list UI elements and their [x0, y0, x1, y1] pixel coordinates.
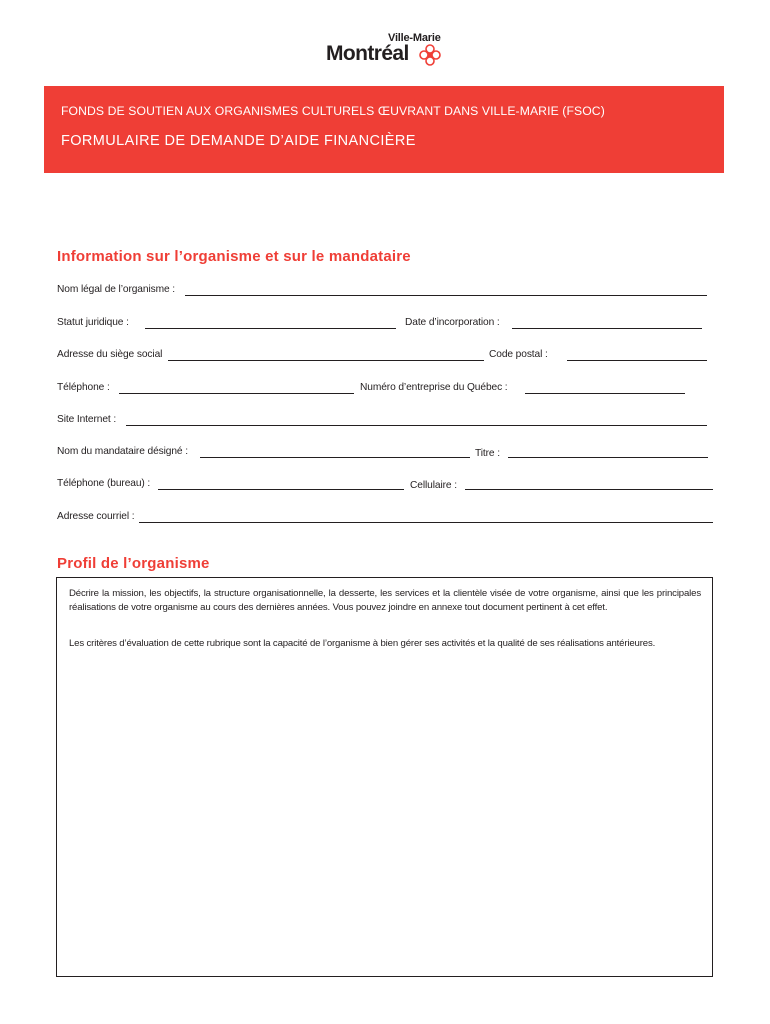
- field-label: Nom du mandataire désigné :: [57, 446, 188, 457]
- field-address: [57, 349, 712, 365]
- field-website: [57, 414, 712, 430]
- field-label: Code postal :: [489, 349, 548, 360]
- ville-marie-montreal-logo: [326, 30, 446, 74]
- postal-code-input[interactable]: [567, 360, 707, 361]
- field-label: Nom légal de l’organisme :: [57, 284, 176, 295]
- email-input[interactable]: [139, 522, 713, 523]
- field-label: Titre :: [475, 448, 500, 459]
- profile-evaluation-criteria: Les critères d’évaluation de cette rubrique sont la capacité de l’organisme à bien gérer ses activités et la qualité de ses réalisations antérieures.: [69, 638, 656, 649]
- field-label: Téléphone :: [57, 382, 110, 393]
- logo-title: Montréal: [326, 42, 409, 65]
- field-legal-status: [57, 317, 712, 333]
- title-input[interactable]: [508, 457, 708, 458]
- phone-input[interactable]: [119, 393, 354, 394]
- profile-instructions: Décrire la mission, les objectifs, la structure organisationnelle, la desserte, les services et la clientèle visée de votre organisme, ainsi que les principales réalisations de votre organisme au cours des dernières années. Vous pouvez joindre en annexe tout document pertinent à cet effet.: [69, 588, 701, 613]
- field-label: Statut juridique :: [57, 317, 129, 328]
- field-email: [57, 511, 717, 527]
- title-banner: [44, 86, 724, 173]
- field-legal-name: [57, 284, 712, 300]
- address-input[interactable]: [168, 360, 484, 361]
- mobile-input[interactable]: [465, 489, 713, 490]
- legal-status-input[interactable]: [145, 328, 396, 329]
- delegate-name-input[interactable]: [200, 457, 470, 458]
- field-label: Cellulaire :: [410, 480, 457, 491]
- field-phone: [57, 382, 712, 398]
- field-label: Numéro d’entreprise du Québec :: [360, 382, 508, 393]
- section-title-profile: Profil de l’organisme: [57, 555, 210, 572]
- section-title-information: Information sur l’organisme et sur le mandataire: [57, 248, 411, 265]
- office-phone-input[interactable]: [158, 489, 404, 490]
- montreal-flower-icon: [418, 43, 442, 67]
- fund-name: FONDS DE SOUTIEN AUX ORGANISMES CULTURELS ŒUVRANT DANS VILLE-MARIE (FSOC): [61, 104, 605, 118]
- field-label: Adresse courriel :: [57, 511, 135, 522]
- logo-subtitle: Ville-Marie: [388, 32, 441, 44]
- field-label: Téléphone (bureau) :: [57, 478, 151, 489]
- quebec-enterprise-number-input[interactable]: [525, 393, 685, 394]
- field-label: Adresse du siège social: [57, 349, 163, 360]
- field-delegate-name: [57, 446, 712, 462]
- legal-name-input[interactable]: [185, 295, 707, 296]
- website-input[interactable]: [126, 425, 707, 426]
- profile-text-area[interactable]: [56, 577, 713, 977]
- field-label: Site Internet :: [57, 414, 117, 425]
- field-label: Date d’incorporation :: [405, 317, 500, 328]
- form-title: FORMULAIRE DE DEMANDE D’AIDE FINANCIÈRE: [61, 133, 416, 149]
- field-office-phone: [57, 478, 717, 494]
- incorporation-date-input[interactable]: [512, 328, 702, 329]
